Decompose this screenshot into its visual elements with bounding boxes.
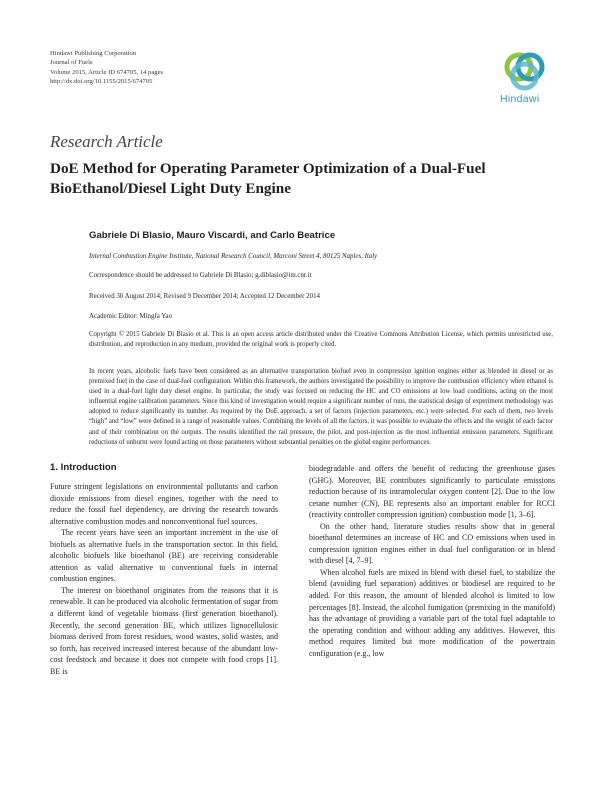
publication-dates: Received 30 August 2014; Revised 9 December 2014; Accepted 12 December 2014 — [89, 293, 320, 300]
paragraph: The recent years have seen an important increment in the use of biofuels as alternative fuels in the transportation sector. In this field, alcoholic biofuels like bioethanol (BE) are receiving considerable attention as valid alternative to conventional fuels in internal combustion engines. — [50, 528, 278, 584]
section-heading-introduction: 1. Introduction — [50, 462, 117, 473]
hindawi-logo-text: Hindawi — [500, 93, 540, 105]
publisher: Hindawi Publishing Corporation — [50, 50, 137, 57]
paragraph: biodegradable and offers the benefit of reducing the greenhouse gases (GHG). Moreover, BE contributes significantly to particulate emissions reduction because of its intramolecular oxygen content [2]. Due to the low cetane number (CN), BE represents also an important enabler for RCCI (reactivity controller compression ignition) combustion mode [1, 3–6]. — [309, 464, 555, 520]
copyright-notice: Copyright © 2015 Gabriele Di Blasio et al. This is an open access article distributed under the Creative Commons Attribution License, which permits unrestricted use, distribution, and reproduction in any medium, provided the original work is properly cited. — [89, 331, 553, 349]
paragraph: The interest on bioethanol originates from the reasons that it is renewable. It can be produced via alcoholic fermentation of sugar from a different kind of vegetable biomass (first generation bioethanol). Recently, the second generation BE, which utilizes lignocellulosic biomass derived from forest residues, wood wastes, solid wastes, and so forth, has received increased interest because of the abundant low-cost feedstock and because it does not compete with food crops [1]. BE is — [50, 585, 278, 676]
paragraph: When alcohol fuels are mixed in blend with diesel fuel, to stabilize the blend (avoiding fuel separation) additives or biodiesel are required to be added. For this reason, the amount of blended alcohol is limited to low percentages [8]. Instead, the alcohol fumigation (premixing in the manifold) has the advantage of providing a variable part of the total fuel adaptable to the operating condition and without adding any additives. However, this method requires limited but more modification of the powertrain configuration (e.g., low — [309, 567, 555, 658]
abstract: In recent years, alcoholic fuels have been considered as an alternative transportation biofuel even in compression ignition engines either as blended in diesel or as premixed fuel in the case of dual-fuel configuration. Within this framework, the authors investigated the possibility to improve the combustion efficiency when ethanol is used in a dual-fuel light duty diesel engine. In particular, the study was focused on reducing the HC and CO emissions at low load conditions, acting on the most influential engine calibration parameters. Since this kind of investigation would require a significant number of runs, the statistical design of experiment methodology was adopted to reduce significantly its number. As required by the DoE approach, a set of factors (injection parameters, etc.) were selected. For each of them, two levels “high” and “low” were defined in a range of reasonable values. Combining the levels of all the factors, it was possible to evaluate the effects and the weight of each factor and of their combination on the outputs. The results identified the rail pressure, the pilot, and post-injection as the most influential emission parameters. Significant reductions of unburnt were found acting on those parameters without substantial penalties on the global engine performances. — [89, 368, 553, 446]
affiliation: Internal Combustion Engine Institute, National Research Council, Marconi Street 4, 80125 Naples, Italy — [89, 253, 378, 260]
paragraph: Future stringent legislations on environmental pollutants and carbon dioxide emissions from diesel engines, together with the need to reduce the fossil fuel dependency, are driving the research towards alternative combustion modes and nonconventional fuel sources. — [50, 482, 278, 526]
volume-info: Volume 2015, Article ID 674705, 14 pages — [50, 68, 164, 76]
doi-link[interactable]: http://dx.doi.org/10.1155/2015/674705 — [50, 78, 153, 86]
correspondence: Correspondence should be addressed to Gabriele Di Blasio; g.diblasio@im.cnr.it — [89, 272, 312, 279]
journal-header — [50, 49, 163, 87]
article-title: DoE Method for Operating Parameter Optimization of a Dual-Fuel BioEthanol/Diesel Light Duty Engine — [50, 160, 486, 197]
journal-name: Journal of Fuels — [50, 59, 93, 67]
right-column — [309, 463, 555, 659]
left-column — [50, 481, 278, 677]
academic-editor: Academic Editor: Mingfa Yao — [89, 313, 173, 320]
paragraph: On the other hand, literature studies results show that in general bioethanol determines an increase of HC and CO emissions when used in compression ignition engines either in dual fuel configuration or in blend with diesel [4, 7–9]. — [309, 521, 555, 566]
author-list: Gabriele Di Blasio, Mauro Viscardi, and Carlo Beatrice — [89, 230, 336, 241]
article-type: Research Article — [50, 132, 163, 151]
